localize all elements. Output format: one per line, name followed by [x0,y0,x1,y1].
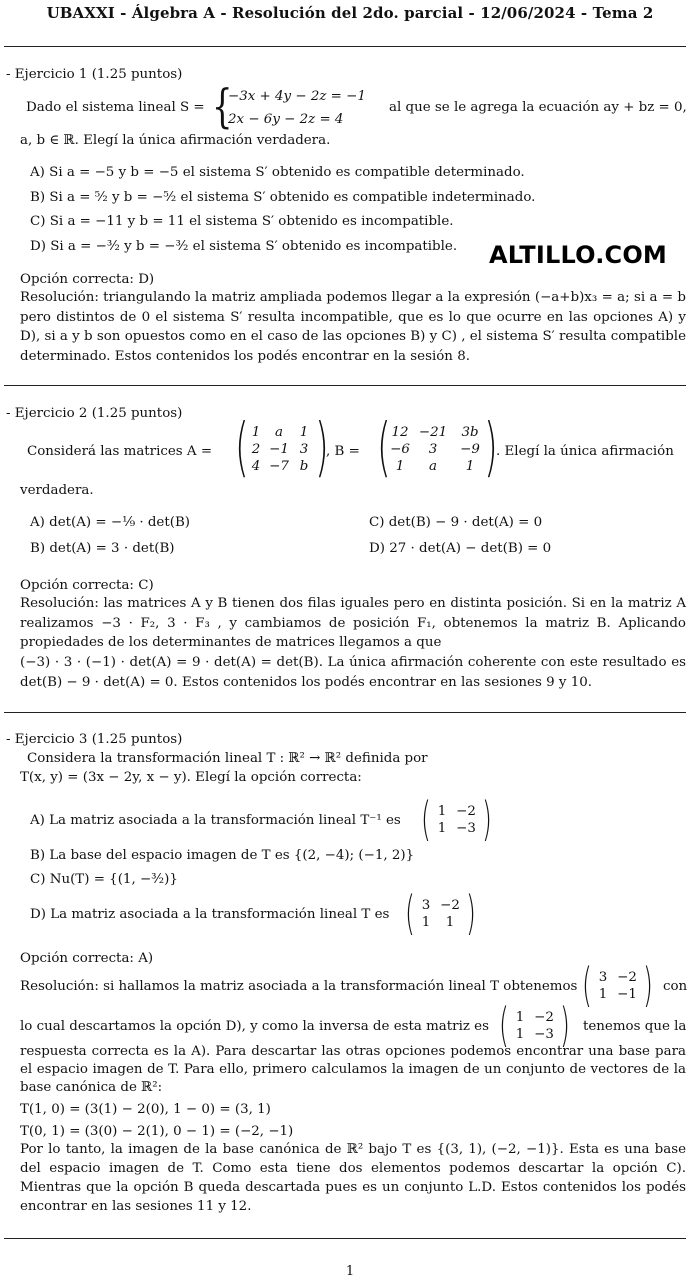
matrix-cell: 3 [421,898,431,913]
paren-left: ( [235,411,249,485]
matrix-cell: 3 [598,970,608,985]
matrix-cell: 3 [428,442,438,457]
matrix-cell: −2 [440,898,460,913]
exercise-3-resolution-1-end: con [663,979,688,994]
exercise-1-intro-end: al que se le agrega la ecuación ay + bz = 0, [389,100,687,115]
exercise-1-heading: - Ejercicio 1 (1.25 puntos) [6,67,183,82]
matrix-cell: 1 [515,1010,525,1025]
divider [4,712,686,713]
exercise-1-resolution: Resolución: triangulando la matriz ampliada podemos llegar a la expresión (−a+b)x₃ = a; si a = b pero distintos de 0 el sistema S′ resulta incompatible, que es lo que ocurre en las opciones A) y D), si a y b son opuestos como en el caso de las opciones B) y C) , el sistema S′ resulta compatible determinado. Estos contenidos los podés encontrar en la sesión 8. [20,290,686,364]
exercise-1-instruction: a, b ∈ ℝ. Elegí la única afirmación verdadera. [20,133,331,148]
paren-right: ) [484,411,498,485]
matrix-cell: 1 [598,987,608,1002]
exercise-1-answer: Opción correcta: D) [20,272,155,287]
exercise-2-option-b: B) det(A) = 3 · det(B) [30,541,175,556]
paren-left: ( [377,411,391,485]
exercise-3-calc-2: T(0, 1) = (3(0) − 2(1), 0 − 1) = (−2, −1) [20,1124,294,1139]
paren-left: ( [582,958,592,1012]
exercise-1-option-b: B) Si a = ⁵⁄₂ y b = −⁵⁄₂ el sistema S′ obtenido es compatible indeterminado. [30,190,536,205]
matrix-cell: 1 [437,821,447,836]
matrix-cell: 4 [251,459,261,474]
matrix-cell: −2 [456,804,476,819]
exercise-2-intro: Considerá las matrices A = [27,444,213,459]
exercise-2-heading: - Ejercicio 2 (1.25 puntos) [6,406,183,421]
matrix-cell: 1 [515,1027,525,1042]
system-equation-1: −3x + 4y − 2z = −1 [228,89,366,104]
exercise-2-answer: Opción correcta: C) [20,578,154,593]
paren-right: ) [315,411,329,485]
matrix-cell: 1 [251,425,261,440]
option-a-matrix [433,803,481,837]
system-brace: { [212,79,233,133]
page-title: UBAXXI - Álgebra A - Resolución del 2do. parcial - 12/06/2024 - Tema 2 [46,4,654,22]
altillo-watermark: ALTILLO.COM [489,241,668,269]
matrix-cell: −1 [269,442,289,457]
divider [4,385,686,386]
matrix-cell: −3 [456,821,476,836]
exercise-3-resolution-3: respuesta correcta es la A). Para descartar las otras opciones podemos encontrar una base para el espacio imagen de T. Para ello, primero calculamos la imagen de un conjunto de vectores de la base canónica de ℝ²: [20,1044,686,1095]
resolution-matrix-inverse [511,1009,559,1043]
matrix-cell: −1 [617,987,637,1002]
exercise-1-option-c: C) Si a = −11 y b = 11 el sistema S′ obtenido es incompatible. [30,214,454,229]
divider [4,1238,686,1239]
matrix-cell: 1 [465,459,475,474]
exercise-3-resolution-1: Resolución: si hallamos la matriz asociada a la transformación lineal T obtenemos [20,979,578,994]
matrix-cell: −6 [390,442,410,457]
exercise-2-resolution: Resolución: las matrices A y B tienen dos filas iguales pero en distinta posición. Si en la matriz A realizamos −3 · F₂, 3 · F₃ , y cambiamos de posición F₁, obtenemos la matriz B. Aplicando propiedades de los determinantes de matrices llegamos a que [20,596,686,650]
exercise-3-resolution-4: Por lo tanto, la imagen de la base canónica de ℝ² bajo T es {(3, 1), (−2, −1)}. Esta es una base del espacio imagen de T. Como esta tiene dos elementos podemos descartar la opción C). Mientras que la opción B queda descartada pues es un conjunto L.D. Estos contenidos los podés encontrar en las sesiones 11 y 12. [20,1142,686,1214]
matrix-b [389,424,485,475]
exercise-2-option-c: C) det(B) − 9 · det(A) = 0 [369,515,543,530]
matrix-cell: 3b [461,425,479,440]
matrix-cell: −7 [269,459,289,474]
option-d-matrix [417,897,465,931]
matrix-cell: −21 [418,425,448,440]
divider [4,46,686,47]
exercise-3-resolution-2: lo cual descartamos la opción D), y como la inversa de esta matriz es [20,1019,489,1034]
matrix-cell: a [275,425,283,440]
exercise-3-calc-1: T(1, 0) = (3(1) − 2(0), 1 − 0) = (3, 1) [20,1102,271,1117]
paren-right: ) [560,998,570,1052]
matrix-cell: 3 [299,442,309,457]
exercise-3-intro-line-1: Considera la transformación lineal T : ℝ² → ℝ² definida por [27,751,428,766]
matrix-cell: −9 [460,442,480,457]
matrix-cell: 1 [437,804,447,819]
matrix-cell: b [299,459,309,474]
matrix-cell: −2 [534,1010,554,1025]
matrix-cell: 1 [299,425,309,440]
resolution-matrix-t [594,969,642,1003]
paren-right: ) [466,886,476,940]
matrix-cell: 1 [421,915,431,930]
paren-left: ( [421,792,431,846]
page-number: 1 [345,1264,355,1279]
exercise-3-option-c: C) Nu(T) = {(1, −³⁄₂)} [30,872,178,887]
exercise-1-intro: Dado el sistema lineal S = [26,100,205,115]
paren-left: ( [499,998,509,1052]
exercise-3-option-a: A) La matriz asociada a la transformación lineal T⁻¹ es [30,813,401,828]
matrix-separator: , B = [326,444,360,459]
exercise-1-option-d: D) Si a = −³⁄₂ y b = −³⁄₂ el sistema S′ obtenido es incompatible. [30,239,458,254]
exercise-3-intro-line-2: T(x, y) = (3x − 2y, x − y). Elegí la opción correcta: [20,770,362,785]
paren-right: ) [643,958,653,1012]
exercise-2-intro-end: . Elegí la única afirmación [496,444,674,459]
paren-left: ( [405,886,415,940]
exercise-2-option-a: A) det(A) = −¹⁄₉ · det(B) [30,515,191,530]
exercise-3-answer: Opción correcta: A) [20,951,154,966]
exercise-2-instruction: verdadera. [20,483,94,498]
matrix-cell: −3 [534,1027,554,1042]
exercise-3-resolution-2-end: tenemos que la [583,1019,687,1034]
system-equation-2: 2x − 6y − 2z = 4 [228,112,344,127]
matrix-cell: a [429,459,437,474]
exercise-3-option-b: B) La base del espacio imagen de T es {(2, −4); (−1, 2)} [30,848,415,863]
exercise-2-option-d: D) 27 · det(A) − det(B) = 0 [369,541,552,556]
matrix-cell: 1 [445,915,455,930]
exercise-2-resolution-end: (−3) · 3 · (−1) · det(A) = 9 · det(A) = det(B). La única afirmación coherente con este resultado es det(B) − 9 · det(A) = 0. Estos contenidos los podés encontrar en las sesiones 9 y 10. [20,655,686,690]
matrix-cell: 2 [251,442,261,457]
exercise-3-heading: - Ejercicio 3 (1.25 puntos) [6,732,183,747]
matrix-cell: 1 [395,459,405,474]
matrix-a [247,424,315,475]
exercise-1-option-a: A) Si a = −5 y b = −5 el sistema S′ obtenido es compatible determinado. [30,165,525,180]
matrix-cell: −2 [617,970,637,985]
exercise-3-option-d: D) La matriz asociada a la transformación lineal T es [30,907,390,922]
paren-right: ) [482,792,492,846]
matrix-cell: 12 [391,425,409,440]
